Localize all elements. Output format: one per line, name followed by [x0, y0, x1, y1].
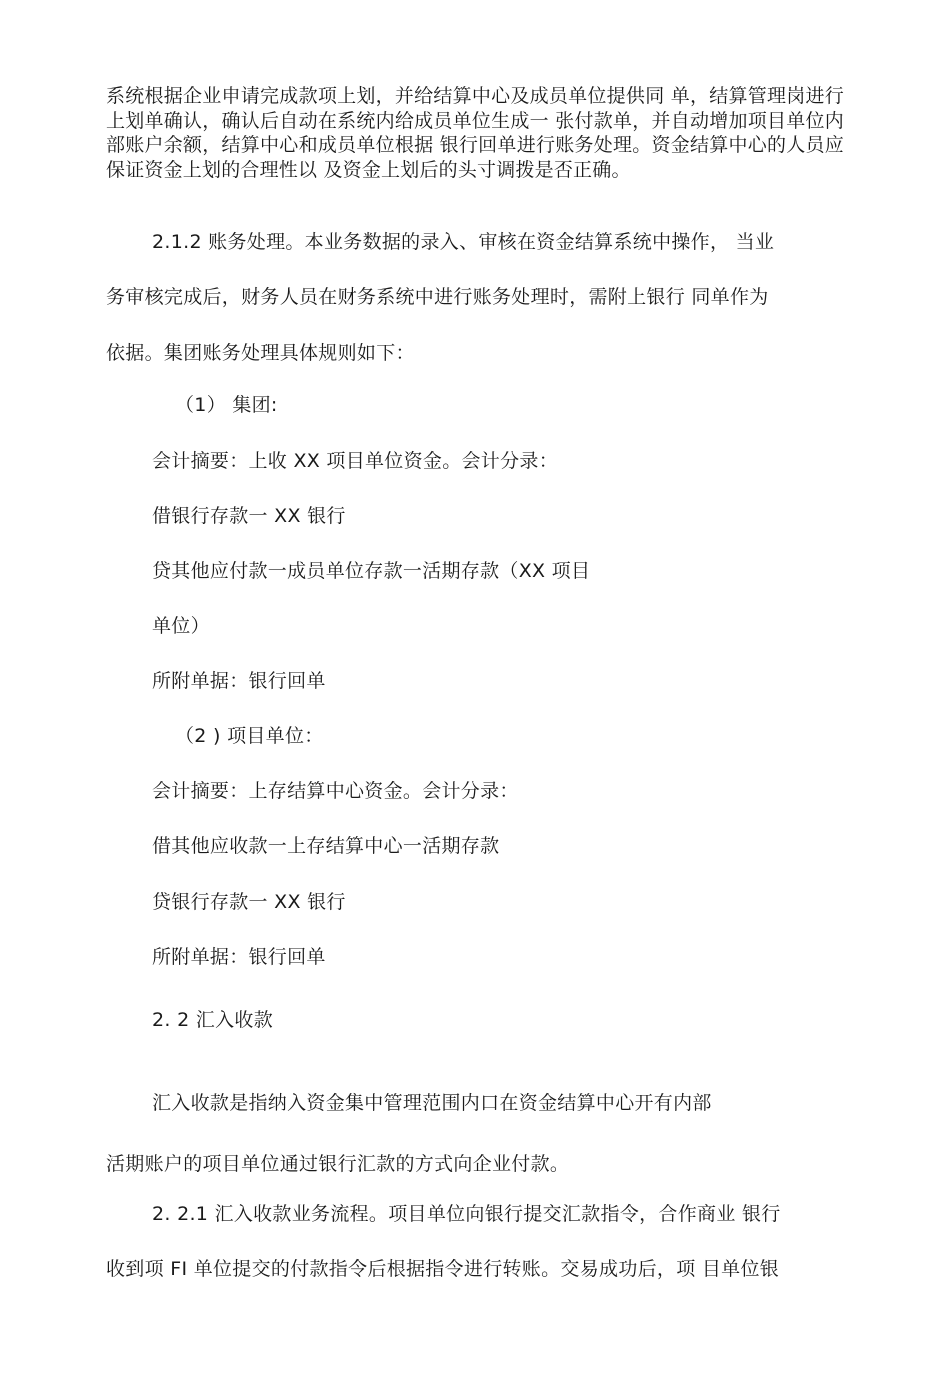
section-2-1-2-line-3: 依据。集团账务处理具体规则如下：	[106, 342, 415, 364]
item-2-heading: （2 ) 项目单位：	[175, 725, 324, 747]
item-1-credit-entry-line-1: 贷其他应付款一成员单位存款一活期存款（XX 项目	[152, 560, 591, 582]
item-1-heading: （1） 集团:	[175, 394, 278, 416]
item-2-debit-entry: 借其他应收款一上存结算中心一活期存款	[152, 835, 500, 857]
section-2-2-line-1: 汇入收款是指纳入资金集中管理范围内口在资金结算中心开有内部	[152, 1092, 712, 1114]
section-2-2-1-line-2: 收到项 FI 单位提交的付款指令后根据指令进行转账。交易成功后，项 目单位银	[106, 1258, 780, 1280]
item-1-debit-entry: 借银行存款一 XX 银行	[152, 505, 346, 527]
item-1-attachment: 所附单据：银行回单	[152, 670, 326, 692]
section-2-1-2-line-2: 务审核完成后，财务人员在财务系统中进行账务处理时，需附上银行 同单作为	[106, 286, 769, 308]
item-2-credit-entry: 贷银行存款一 XX 银行	[152, 891, 346, 913]
section-2-2-1-line-1: 2. 2.1 汇入收款业务流程。项目单位向银行提交汇款指令，合作商业 银行	[152, 1203, 781, 1225]
section-2-1-2-line-1: 2.1.2 账务处理。本业务数据的录入、审核在资金结算系统中操作， 当业	[152, 231, 775, 253]
item-2-attachment: 所附单据：银行回单	[152, 946, 326, 968]
item-1-credit-entry-line-2: 单位）	[152, 615, 210, 637]
section-2-2-line-2: 活期账户的项目单位通过银行汇款的方式向企业付款。	[106, 1153, 570, 1175]
item-1-summary: 会计摘要：上收 XX 项目单位资金。会计分录：	[152, 450, 559, 472]
item-2-summary: 会计摘要：上存结算中心资金。会计分录：	[152, 780, 519, 802]
intro-paragraph: 系统根据企业申请完成款项上划，并给结算中心及成员单位提供同 单，结算管理岗进行上划单确认，确认后自动在系统内给成员单位生成一 张付款单，并自动增加项目单位内部账户余额，结算中心和成员单位根据 银行回单进行账务处理。资金结算中心的人员应保证资金上划的合理性以 及资金上划后的头寸调拨是否正确。	[106, 85, 844, 181]
section-2-2-heading: 2. 2 汇入收款	[152, 1009, 273, 1031]
